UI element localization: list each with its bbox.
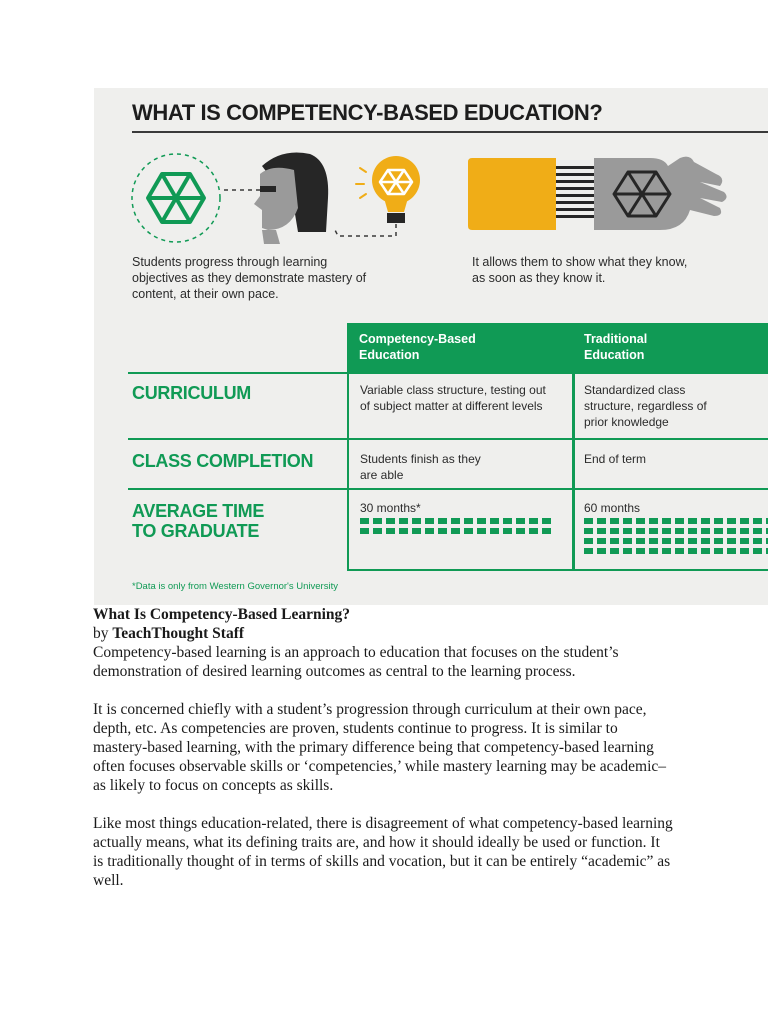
month-block [610, 538, 619, 544]
month-block [688, 528, 697, 534]
month-block [649, 548, 658, 554]
month-block [623, 538, 632, 544]
month-block [636, 528, 645, 534]
byline-prefix: by [93, 625, 113, 642]
month-block [714, 538, 723, 544]
month-block [451, 528, 460, 534]
month-block [464, 518, 473, 524]
month-block [412, 528, 421, 534]
col-cbe-label: Competency-Based Education [359, 332, 476, 362]
month-block [386, 518, 395, 524]
infographic [94, 88, 768, 605]
author: TeachThought Staff [112, 625, 245, 642]
article [93, 605, 673, 890]
month-block [373, 528, 382, 534]
lightbulb-icon [332, 148, 432, 248]
month-block [584, 518, 593, 524]
traditional-months-grid [584, 518, 768, 554]
cbe-months-grid [360, 518, 551, 534]
month-block [503, 528, 512, 534]
hand-icon [464, 152, 734, 242]
month-block [623, 528, 632, 534]
month-block [662, 548, 671, 554]
article-title: What Is Competency-Based Learning? [93, 606, 351, 623]
month-block [373, 518, 382, 524]
month-block [636, 538, 645, 544]
month-block [662, 528, 671, 534]
month-block [675, 548, 684, 554]
month-block [753, 528, 762, 534]
col-line-2 [572, 323, 575, 571]
month-block [688, 518, 697, 524]
footnote: *Data is only from Western Governor's University [132, 581, 338, 592]
row-label-curriculum: CURRICULUM [132, 383, 251, 403]
title-rule [132, 131, 768, 133]
month-block [740, 518, 749, 524]
month-block [490, 528, 499, 534]
month-block [516, 518, 525, 524]
month-block [477, 518, 486, 524]
paragraph-3: Like most things education-related, there is disagreement of what competency-based learning actually means, what its defining traits are, and how it should ideally be used or function. It is traditionally thought of in terms of skills and vocation, but it can be entirely “academic” as well. [93, 815, 673, 889]
month-block [701, 548, 710, 554]
month-block [688, 538, 697, 544]
month-block [360, 518, 369, 524]
month-block [675, 538, 684, 544]
month-block [623, 548, 632, 554]
month-block [753, 538, 762, 544]
month-block [740, 548, 749, 554]
month-block [597, 528, 606, 534]
row-line-1 [128, 372, 768, 374]
month-block [399, 518, 408, 524]
paragraph-2: It is concerned chiefly with a student’s progression through curriculum at their own pace, depth, etc. As competencies are proven, students continue to progress. It is similar to mastery-based learning, with the primary difference being that competency-based learning often focuses observable skills or ‘competencies,’ while mastery learning may be academic–as likely to focus on concepts as skills. [93, 701, 667, 794]
month-block [649, 538, 658, 544]
byline [93, 624, 673, 643]
month-block [542, 518, 551, 524]
month-block [503, 518, 512, 524]
month-block [714, 548, 723, 554]
month-block [688, 548, 697, 554]
month-block [360, 528, 369, 534]
row-label-time: AVERAGE TIME TO GRADUATE [132, 501, 265, 541]
month-block [740, 538, 749, 544]
month-block [490, 518, 499, 524]
month-block [701, 528, 710, 534]
month-block [636, 548, 645, 554]
month-block [412, 518, 421, 524]
month-block [701, 518, 710, 524]
month-block [597, 538, 606, 544]
month-block [464, 528, 473, 534]
month-block [714, 528, 723, 534]
month-block [727, 548, 736, 554]
cbe-completion: Students finish as they are able [360, 452, 481, 482]
month-block [753, 548, 762, 554]
month-block [516, 528, 525, 534]
month-block [675, 528, 684, 534]
month-block [386, 528, 395, 534]
month-block [610, 528, 619, 534]
month-block [727, 528, 736, 534]
traditional-curriculum: Standardized class structure, regardless of prior knowledge [584, 383, 707, 429]
month-block [727, 538, 736, 544]
month-block [597, 548, 606, 554]
caption-right: It allows them to show what they know, as soon as they know it. [472, 255, 688, 285]
month-block [623, 518, 632, 524]
month-block [701, 538, 710, 544]
month-block [727, 518, 736, 524]
row-line-3 [128, 488, 768, 490]
month-block [753, 518, 762, 524]
cbe-curriculum: Variable class structure, testing out of subject matter at different levels [360, 383, 546, 413]
month-block [584, 548, 593, 554]
month-block [714, 518, 723, 524]
month-block [740, 528, 749, 534]
month-block [529, 528, 538, 534]
month-block [438, 528, 447, 534]
month-block [649, 518, 658, 524]
month-block [477, 528, 486, 534]
month-block [425, 518, 434, 524]
month-block [584, 538, 593, 544]
row-line-4 [348, 569, 768, 571]
hexagon-icon [128, 150, 224, 246]
row-line-2 [128, 438, 768, 440]
paragraph-1: Competency-based learning is an approach to education that focuses on the student’s demonstration of desired learning outcomes as central to the learning process. [93, 644, 619, 680]
col-traditional-label: Traditional Education [584, 332, 648, 362]
month-block [610, 518, 619, 524]
traditional-completion: End of term [584, 452, 647, 466]
month-block [662, 518, 671, 524]
caption-left: Students progress through learning objectives as they demonstrate mastery of content, at their own pace. [132, 255, 367, 301]
infographic-title: WHAT IS COMPETENCY-BASED EDUCATION? [132, 100, 603, 125]
col-line-1 [347, 323, 349, 571]
month-block [425, 528, 434, 534]
month-block [636, 518, 645, 524]
month-block [451, 518, 460, 524]
month-block [597, 518, 606, 524]
month-block [542, 528, 551, 534]
month-block [529, 518, 538, 524]
month-block [438, 518, 447, 524]
month-block [584, 528, 593, 534]
month-block [610, 548, 619, 554]
cbe-time: 30 months* [360, 501, 421, 515]
month-block [675, 518, 684, 524]
traditional-time: 60 months [584, 501, 641, 515]
student-head-icon [222, 148, 342, 248]
month-block [662, 538, 671, 544]
month-block [399, 528, 408, 534]
row-label-completion: CLASS COMPLETION [132, 451, 314, 471]
month-block [649, 528, 658, 534]
